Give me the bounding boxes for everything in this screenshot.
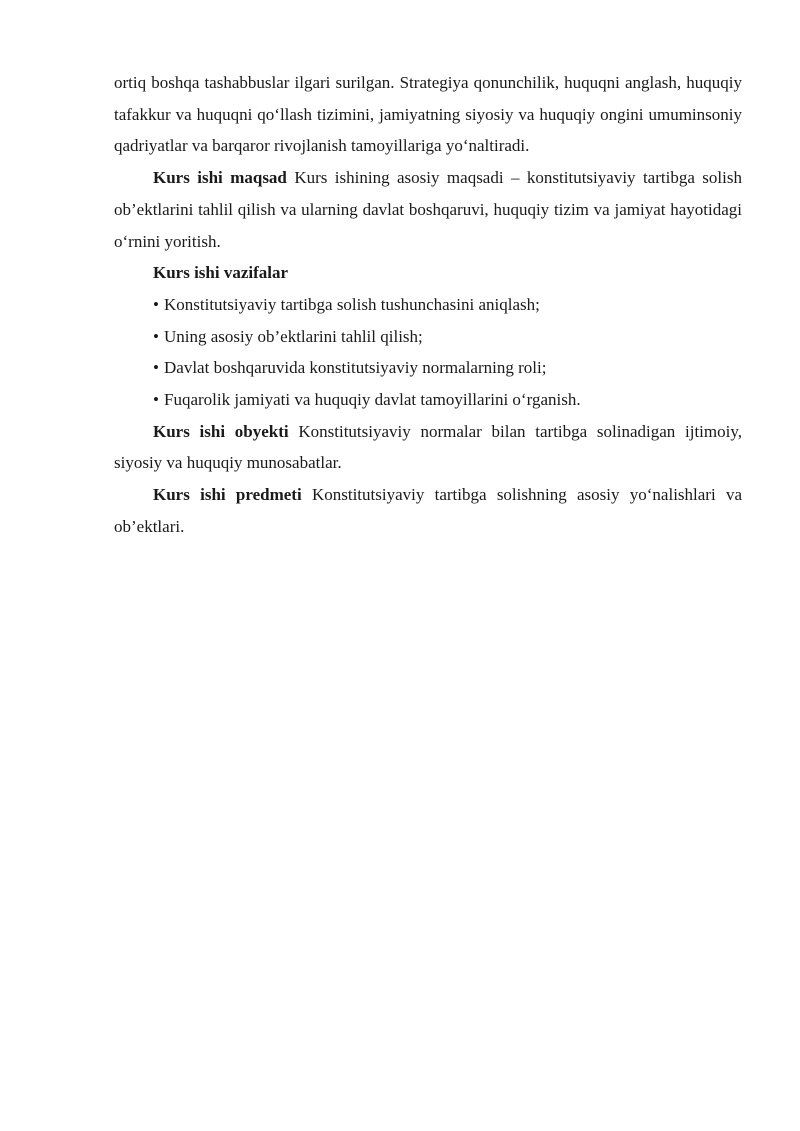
bullet-icon: • [153, 358, 159, 378]
list-item [153, 321, 742, 353]
predmeti-text: Konstitutsiyaviy tartibga solishning asosiy yo‘nalishlari va ob’ektlari. [114, 485, 742, 536]
maqsad-label: Kurs ishi maqsad [153, 168, 287, 188]
list-item [153, 384, 742, 416]
maqsad-text: Kurs ishining asosiy maqsadi – konstitutsiyaviy tartibga solish ob’ektlarini tahlil qilish va ularning davlat boshqaruvi, huquqiy tizim va jamiyat hayotidagi o‘rnini yoritish. [114, 168, 742, 251]
bullet-icon: • [153, 390, 159, 410]
list-item-text: Fuqarolik jamiyati va huquqiy davlat tamoyillarini o‘rganish. [164, 390, 581, 410]
maqsad-paragraph [114, 162, 742, 257]
bullet-icon: • [153, 326, 159, 346]
intro-paragraph: ortiq boshqa tashabbuslar ilgari surilgan. Strategiya qonunchilik, huquqni anglash, huquqiy tafakkur va huquqni qo‘llash tizimini, jamiyatning siyosiy va huquqiy ongini umuminsoniy qadriyatlar va barqaror rivojlanish tamoyillariga yo‘naltiradi. [114, 73, 742, 156]
list-item-text: Konstitutsiyaviy tartibga solish tushunchasini aniqlash; [164, 294, 540, 314]
list-item-text: Davlat boshqaruvida konstitutsiyaviy normalarning roli; [164, 358, 547, 378]
predmeti-paragraph [114, 479, 742, 542]
list-item [153, 289, 742, 321]
vazifalar-list [114, 289, 742, 416]
vazifalar-heading [114, 257, 742, 289]
obyekti-paragraph [114, 416, 742, 479]
document-body [114, 67, 742, 543]
bullet-icon: • [153, 294, 159, 314]
list-item-text: Uning asosiy ob’ektlarini tahlil qilish; [164, 326, 423, 346]
obyekti-text: Konstitutsiyaviy normalar bilan tartibga solinadigan ijtimoiy, siyosiy va huquqiy munosabatlar. [114, 421, 742, 473]
list-item [153, 352, 742, 384]
predmeti-label: Kurs ishi predmeti [153, 485, 302, 505]
vazifalar-heading-text: Kurs ishi vazifalar [153, 263, 289, 283]
obyekti-label: Kurs ishi obyekti [153, 421, 289, 441]
